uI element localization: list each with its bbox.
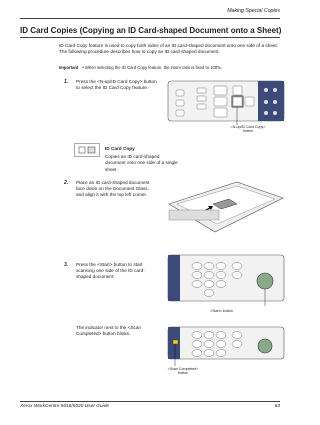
footer-guide-title: Xerox WorkCentre 5016/5020 User Guide	[20, 404, 110, 409]
step-3-number: 3.	[64, 262, 69, 268]
running-header: Making Special Copies	[227, 8, 280, 14]
footer-rule	[20, 401, 280, 402]
id-card-copy-note	[105, 146, 180, 173]
step-2-number: 2.	[64, 180, 69, 186]
important-text: • When selecting the ID Card Copy feature, the zoom ratio is fixed to 100%.	[82, 65, 223, 70]
step-1-text: Press the <N-up/ID Card Copy> button to select the ID Card Copy feature.	[76, 79, 157, 91]
intro-paragraph: ID Card Copy feature is used to copy both sides of an ID card-shaped document onto one side of a sheet. The following procedure describes how to copy an ID card-shaped document.	[59, 43, 279, 55]
step-1-number: 1.	[64, 79, 69, 85]
scan-completed-illustration	[167, 326, 285, 372]
important-note	[59, 65, 284, 70]
important-label: Important	[59, 65, 79, 70]
document-glass-illustration	[167, 174, 285, 236]
step-3-text: Press the <Start> button to start scanning one side of the ID card-shaped document.	[76, 262, 145, 280]
indicator-text: The indicator next to the <Scan Completed> button blinks.	[76, 325, 142, 337]
header-rule	[20, 18, 280, 19]
step-2-text: Place an ID card-shaped document face down on the Document Glass, and align it with the top left corner.	[76, 180, 150, 198]
id-card-copy-icon	[74, 143, 100, 157]
page-title: ID Card Copies (Copying an ID Card-shaped Document onto a Sheet)	[20, 26, 282, 35]
nup-button-caption: <N-up/ID Card Copy> button	[230, 125, 266, 134]
start-button-caption: <Start> button	[210, 309, 233, 313]
scan-completed-caption: <Scan Completed> button	[167, 367, 199, 376]
note-text: Copies an ID card-shaped document onto one side of a single sheet.	[105, 154, 178, 172]
title-rule	[20, 37, 280, 38]
note-title: ID Card Copy	[105, 146, 135, 151]
page-number: 63	[274, 404, 280, 409]
keypad-start-illustration	[167, 254, 285, 316]
